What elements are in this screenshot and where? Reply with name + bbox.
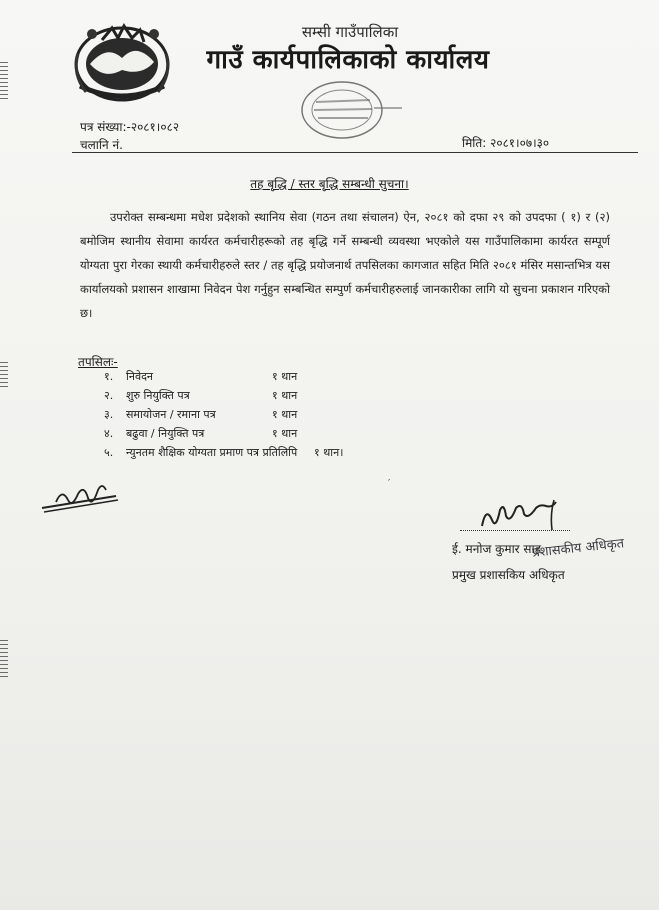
scan-edge-mark (0, 640, 8, 680)
list-item (104, 443, 404, 462)
item-number: २. (104, 389, 114, 402)
letter-number: पत्र संख्या:-२०८१।०८२ (80, 120, 180, 134)
signatory-name: ई. मनोज कुमार साह (452, 542, 541, 556)
office-seal-stamp (286, 78, 404, 142)
item-quantity: १ थान (272, 389, 298, 402)
scan-edge-mark (0, 362, 8, 388)
item-name: न्युनतम शैक्षिक योग्यता प्रमाण पत्र प्रतिलिपि (126, 446, 298, 459)
scan-edge-mark (0, 62, 8, 102)
item-name: निवेदन (126, 370, 154, 383)
item-quantity: १ थान। (314, 446, 344, 459)
signatory-title: प्रमुख प्रशासकिय अधिकृत (452, 568, 565, 582)
nepal-emblem-icon (62, 14, 182, 106)
handwritten-initials-signature (36, 474, 126, 524)
item-name: शुरु नियुक्ति पत्र (126, 389, 190, 402)
item-number: ४. (104, 427, 114, 440)
tick-mark: ′ (388, 478, 391, 489)
item-number: १. (104, 370, 114, 383)
list-item (104, 424, 404, 443)
attachments-list (104, 367, 404, 462)
item-quantity: १ थान (272, 370, 298, 383)
designation-stamp: प्रशासकीय अधिकृत (531, 536, 625, 561)
notice-subject-text: तह बृद्धि / स्तर बृद्धि सम्बन्धी सुचना। (250, 177, 409, 191)
item-name: बढुवा / नियुक्ति पत्र (126, 427, 205, 440)
dispatch-number: चलानि नं. (80, 138, 123, 152)
list-item (104, 386, 404, 405)
municipality-name: सम्सी गाउँपालिका (301, 23, 399, 41)
item-number: ५. (104, 446, 114, 459)
item-quantity: १ थान (272, 427, 298, 440)
letter-date: मिति: २०८१।०७।३० (462, 136, 550, 150)
item-quantity: १ थान (272, 408, 298, 421)
list-item (104, 405, 404, 424)
notice-body: उपरोक्त सम्बन्धमा मधेश प्रदेशको स्थानिय सेवा (गठन तथा संचालन) ऐन, २०८१ को दफा २९ को उपदफा ( १) र (२) बमोजिम स्थानीय सेवामा कार्यरत कर्मचारीहरूको तह बृद्धि गर्ने सम्बन्धी व्यवस्था भएकोले यस गाउँपालिकामा कार्यरत सम्पूर्ण योग्यता पुरा गेरका स्थायी कर्मचारीहरुले स्तर / तह बृद्धि प्रयोजनार्थ तपसिलका कागजात सहित मिति २०८१ मंसिर मसान्तभित्र यस कार्यालयको प्रशासन शाखामा निवेदन पेश गर्नुहुन सम्बन्धित सम्पुर्ण कर्मचारीहरुलाई जानकारीका लागि यो सुचना प्रकाशन गरिएको छ। (80, 210, 610, 320)
attachments-label: तपसिलः- (78, 355, 118, 369)
office-title: गाउँ कार्यपालिकाको कार्यालय (206, 45, 490, 75)
item-name: समायोजन / रमाना पत्र (126, 408, 216, 421)
notice-subject (0, 175, 659, 192)
item-number: ३. (104, 408, 114, 421)
header-divider (72, 152, 638, 153)
signature-line (460, 530, 570, 531)
list-item (104, 367, 404, 386)
